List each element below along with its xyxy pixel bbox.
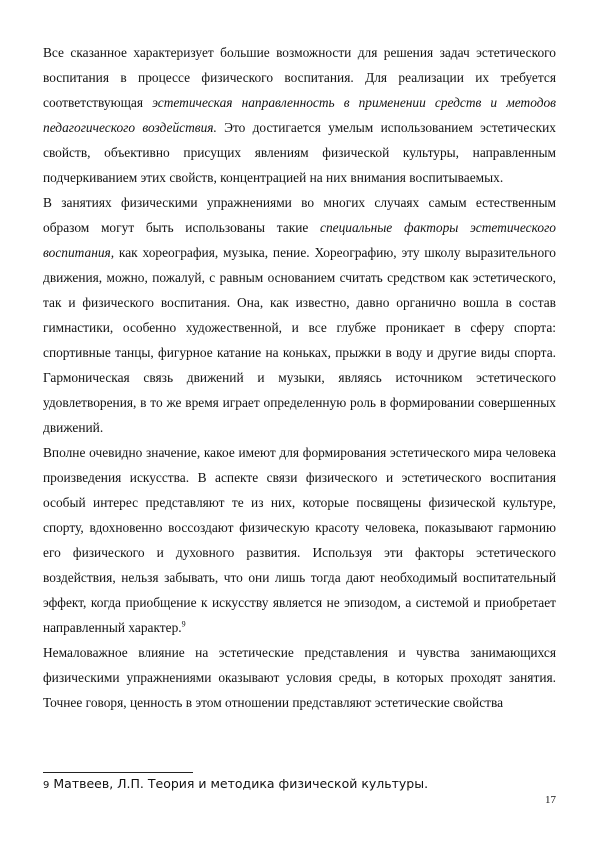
paragraph-text: как хореография, музыка, пение. Хореографию, эту школу выразительного движения, можно, пожалуй, с равным основанием считать средством как эстетического, так и физического воспитания. Она, как известно, давно органично вошла в состав гимнастики, особенно художественной, и все глубже проникает в сферу спорта: спортивные танцы, фигурное катание на коньках, прыжки в воду и другие виды спорта. Гармоническая связь движений и музыки, являясь источником эстетического удовлетворения, в то же время играет определенную роль в формировании совершенных движений. bbox=[43, 245, 556, 435]
footnote-reference[interactable]: 9 bbox=[181, 619, 186, 629]
paragraph bbox=[43, 190, 556, 440]
paragraph bbox=[43, 440, 556, 640]
footnote-separator bbox=[43, 772, 193, 773]
footnote-text: Матвеев, Л.П. Теория и методика физической культуры. bbox=[53, 776, 429, 791]
paragraph-text: В занятиях физическими упражнениями во многих случаях самым естественным образом могут быть использованы такие bbox=[43, 195, 556, 235]
paragraph bbox=[43, 640, 556, 715]
footnote bbox=[43, 776, 556, 794]
page-number: 17 bbox=[545, 794, 556, 806]
footnote-number: 9 bbox=[43, 780, 50, 791]
paragraph-text: Вполне очевидно значение, какое имеют для формирования эстетического мира человека произведения искусства. В аспекте связи физического и эстетического воспитания особый интерес представляют те из них, которые посвящены физической культуре, спорту, вдохновенно воссоздают физическую красоту человека, показывают гармонию его физического и духовного развития. Используя эти факторы эстетического воздействия, нельзя забывать, что они лишь тогда дают необходимый воспитательный эффект, когда приобщение к искусству является не эпизодом, а системой и приобретает направленный характер. bbox=[43, 445, 556, 635]
paragraph-text: Немаловажное влияние на эстетические представления и чувства занимающихся физическими упражнениями оказывают условия среды, в которых проходят занятия. Точнее говоря, ценность в этом отношении представляют эстетические свойства bbox=[43, 645, 556, 710]
emphasized-text: специальные факторы эстетического воспитания, bbox=[43, 220, 556, 260]
paragraph bbox=[43, 40, 556, 190]
emphasized-text: эстетическая направленность в применении средств и методов педагогического воздействия. bbox=[43, 95, 556, 135]
body-text bbox=[43, 40, 556, 715]
paragraph-text: Это достигается умелым использованием эстетических свойств, объективно присущих явлениям физической культуры, направленным подчеркиванием этих свойств, концентрацией на них внимания воспитываемых. bbox=[43, 120, 556, 185]
paragraph-text: Все сказанное характеризует большие возможности для решения задач эстетического воспитания в процессе физического воспитания. Для реализации их требуется соответствующая bbox=[43, 45, 556, 110]
